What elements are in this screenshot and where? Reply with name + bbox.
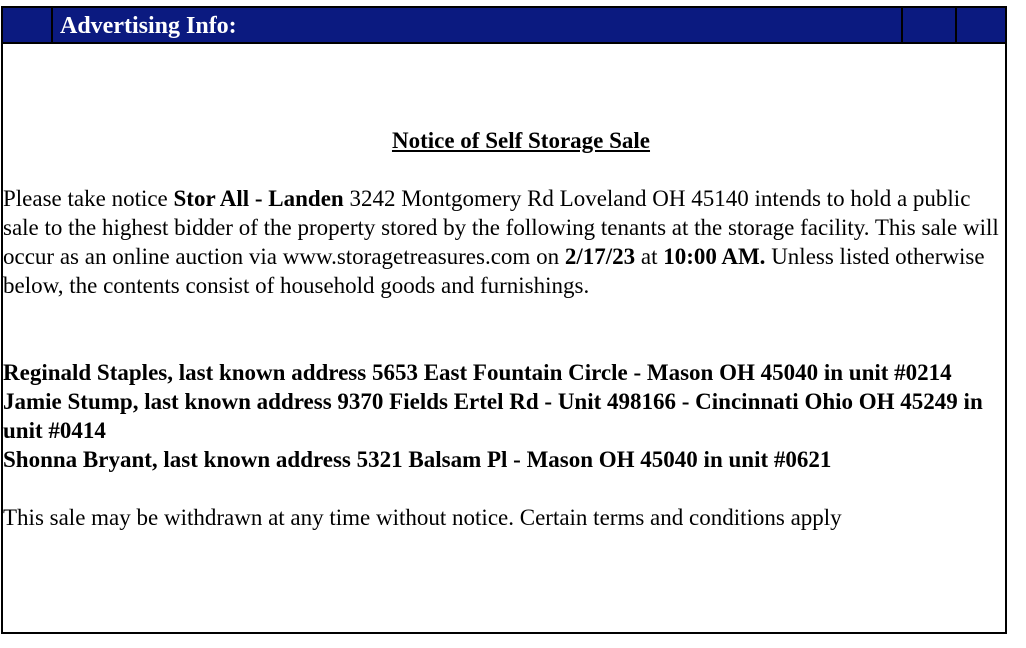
tenant-entry: Shonna Bryant, last known address 5321 Balsam Pl - Mason OH 45040 in unit #0621 [3,447,832,472]
header-cell-left [3,8,53,42]
header-title: Advertising Info: [60,13,237,39]
header-bar [3,8,1005,44]
header-cell-right-2 [955,8,1005,42]
intro-text-1: Please take notice [3,186,174,211]
header-cell-right-1 [901,8,955,42]
notice-content [3,126,1003,532]
tenant-entry: Reginald Staples, last known address 5653 East Fountain Circle - Mason OH 45040 in unit #0214 [3,360,952,385]
tenant-list [3,358,1003,474]
intro-text-2: 3242 Montgomery Rd Loveland OH 45140 intends to hold a public sale to the highest bidder of the property stored by the following tenants at the storage facility. This sale will occur as an online auction via www.storagetreasures.com on [3,186,999,269]
notice-intro-paragraph [3,184,1003,300]
sale-time: 10:00 AM. [663,244,766,269]
facility-name: Stor All - Landen [173,186,344,211]
closing-statement: This sale may be withdrawn at any time without notice. Certain terms and conditions apply [3,505,842,530]
intro-text-4: Unless listed otherwise below, the contents consist of household goods and furnishings. [3,244,985,298]
notice-title: Notice of Self Storage Sale [391,128,651,153]
tenant-entry: Jamie Stump, last known address 9370 Fields Ertel Rd - Unit 498166 - Cincinnati Ohio OH 45249 in unit #0414 [3,389,983,443]
intro-text-3: at [635,244,664,269]
sale-date: 2/17/23 [564,244,636,269]
